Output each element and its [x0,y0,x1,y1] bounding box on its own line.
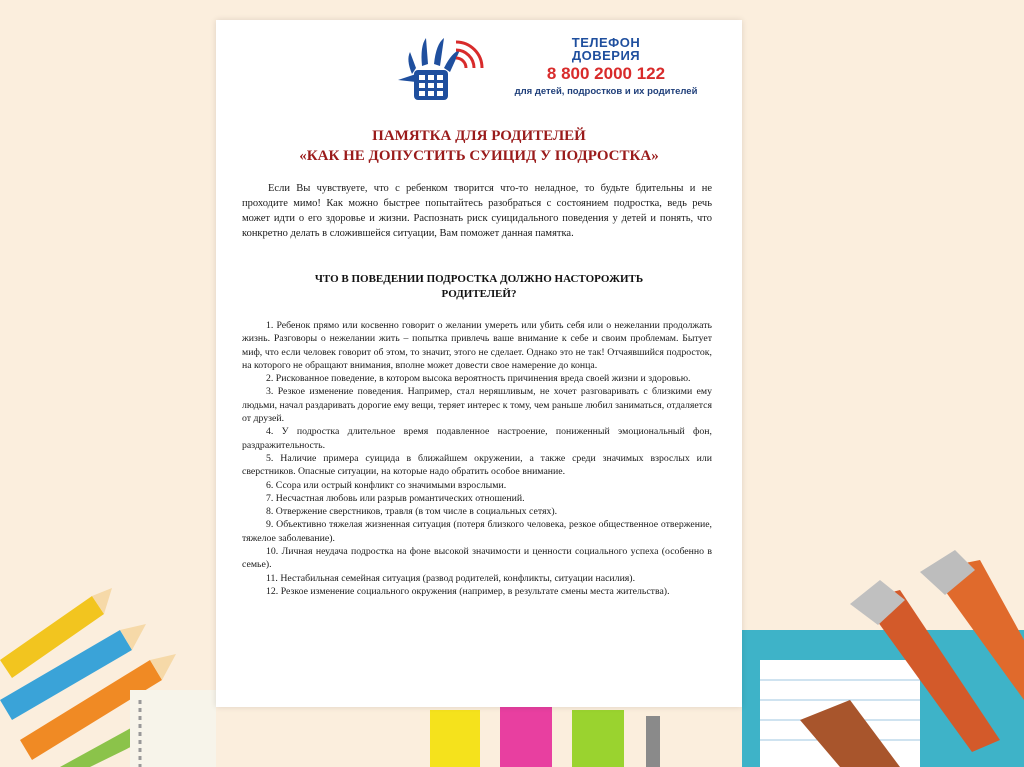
list-item: 12. Резкое изменение социального окружения (например, в результате смены места жительства). [266,585,670,597]
hotline-title-line2: ДОВЕРИЯ [571,48,641,63]
hotline-block [506,36,706,98]
list-item: 1. Ребенок прямо или косвенно говорит о желании умереть или убить себя или о нежелании продолжать жизнь. Разговоры о нежелании жить – попытка привлечь ваше внимание к себе и своим проблемам. Бытует миф, что если человек говорит об этом, то значит, этого не сделает. Однако это не так! Отчаявшийся подросток, на которого не обращают внимания, вполне может довести свое намерение до конца. [242,320,712,371]
list-item: 4. У подростка длительное время подавленное настроение, пониженный эмоциональный фон, раздражительность. [242,426,712,451]
list-item: 5. Наличие примера суицида в ближайшем окружении, а также среди значимых взрослых или сверстников. Опасные ситуации, на которые надо обратить особое внимание. [242,452,712,478]
list-item: 7. Несчастная любовь или разрыв романтических отношений. [266,492,525,504]
hand-phone-logo-icon [392,36,492,106]
list-item: 9. Объективно тяжелая жизненная ситуация (потеря близкого человека, резкое общественное отвержение, тяжелое заболевание). [242,519,712,544]
warning-signs-list [242,319,712,598]
highlighter-icon [430,706,660,767]
list-item: 11. Нестабильная семейная ситуация (развод родителей, конфликты, ситуации насилия). [266,572,636,584]
hotline-phone: 8 800 2000 122 [546,64,666,83]
list-item: 2. Рискованное поведение, в котором высока вероятность причинения вреда своей жизни и здоровью. [266,373,691,385]
document-title-line1: ПАМЯТКА ДЛЯ РОДИТЕЛЕЙ [372,128,586,144]
document-title [256,126,702,166]
intro-paragraph: Если Вы чувствуете, что с ребенком творится что-то неладное, то будьте бдительны и не проходите мимо! Как можно быстрее попытайтесь разобраться с состоянием подростка, ведь речь может идти о его здоровье и жизни. Распознать риск суицидального поведения у детей и понять, что конкретно делать в сложившейся ситуации, Вам поможет данная памятка. [242,183,712,239]
section-title-line2: РОДИТЕЛЕЙ? [441,288,517,300]
section-title [276,272,682,302]
hotline-subtitle: для детей, подростков и их родителей [514,86,698,97]
list-item: 6. Ссора или острый конфликт со значимыми взрослыми. [266,479,507,491]
hotline-title-line1: ТЕЛЕФОН [571,35,641,50]
leaflet-page [216,20,742,707]
list-item: 10. Личная неудача подростка на фоне высокой значимости и ценности социального успеха (особенно в семье). [242,546,712,571]
list-item: 8. Отвержение сверстников, травля (в том числе в социальных сетях). [266,506,558,518]
notebook-icon [130,690,216,767]
section-title-line1: ЧТО В ПОВЕДЕНИИ ПОДРОСТКА ДОЛЖНО НАСТОРОЖИТЬ [314,273,644,285]
list-item: 3. Резкое изменение поведения. Например, стал неряшливым, не хочет разговаривать с близкими ему людьми, начал раздаривать дорогие ему вещи, теряет интерес к тому, чем раньше любил заниматься, отдаляется от друзей. [242,386,712,425]
document-title-line2: «КАК НЕ ДОПУСТИТЬ СУИЦИД У ПОДРОСТКА» [299,148,659,164]
